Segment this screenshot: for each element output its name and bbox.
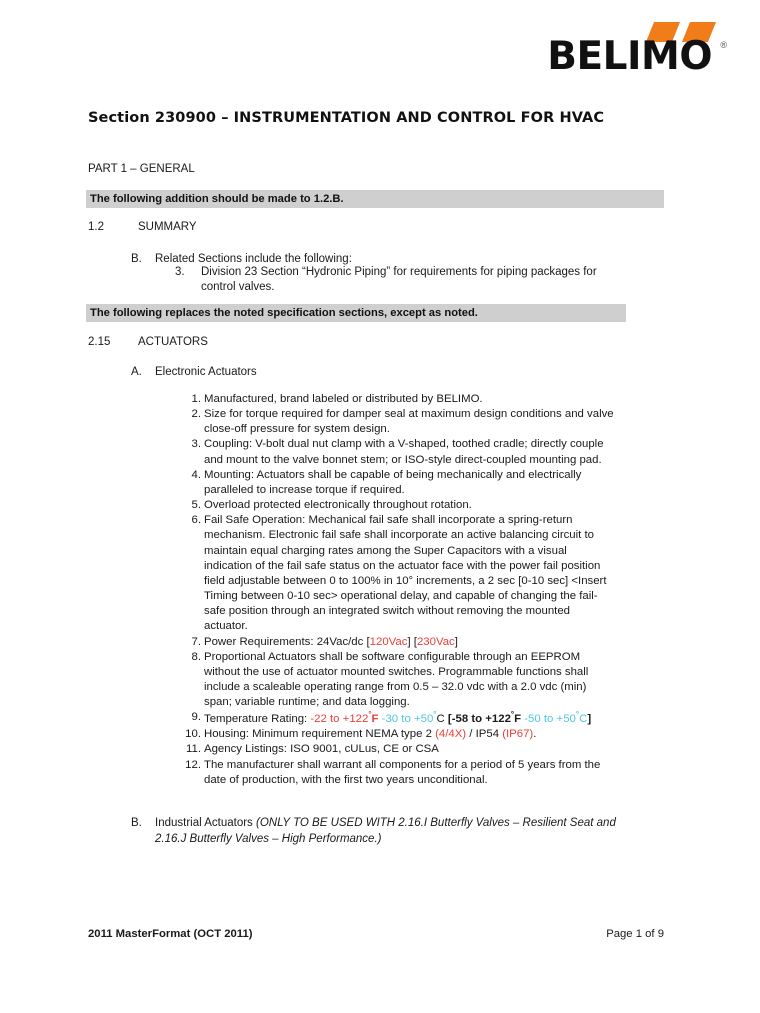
footer-left-text: 2011 MasterFormat (OCT 2011) — [88, 928, 253, 940]
list-item — [177, 468, 614, 498]
housing-prefix: Housing: Minimum requirement NEMA type 2 — [204, 728, 436, 741]
prop-actuator-text: Proportional Actuators shall be software configurable through an EEPROM without the use of actuator mounted switches. Programmable functions shall include a scaleable operating range from 0.5 – 32.0 vdc with a 2.0 vdc (min) span; variable runtime; and data logging. — [204, 650, 589, 709]
degree-symbol-icon: ° — [510, 710, 515, 720]
list-item — [177, 407, 614, 437]
belimo-logo — [522, 22, 727, 84]
list-item-text: The manufacturer shall warrant all components for a period of 5 years from the date of production, with the first two years unconditional. — [204, 758, 601, 786]
list-item-text: Coupling: V-bolt dual nut clamp with a V-shaped, toothed cradle; directly couple and mount to the valve bonnet stem; or ISO-style direct-coupled mounting pad. — [204, 438, 604, 466]
summary-subitem-3-number: 3. — [175, 266, 185, 278]
temp-bracket-close: ] — [587, 713, 592, 726]
page-title: Section 230900 – INSTRUMENTATION AND CONTROL FOR HVAC — [88, 110, 605, 126]
summary-item-b-text: Related Sections include the following: — [155, 253, 352, 265]
list-item-number: 12. — [185, 758, 201, 771]
registered-trademark-icon: ® — [720, 40, 727, 50]
actuators-item-b-letter: B. — [131, 817, 142, 829]
section-summary-title: SUMMARY — [138, 221, 197, 233]
list-item — [177, 437, 614, 467]
list-item-number: 4. — [191, 468, 201, 481]
list-item-text — [204, 727, 614, 742]
power-option-120vac: 120Vac — [369, 635, 408, 648]
temp-range-fahrenheit-alt: -58 to +122 — [451, 713, 511, 726]
housing-mid: / IP54 — [466, 728, 503, 741]
part-label: PART 1 – GENERAL — [88, 163, 195, 175]
temp-unit-f: F — [371, 713, 379, 726]
degree-symbol-icon: ° — [575, 710, 580, 720]
electronic-actuators-list — [177, 392, 614, 788]
section-actuators-heading — [88, 336, 208, 348]
list-item-text — [204, 710, 614, 727]
list-item — [177, 742, 614, 757]
degree-symbol-icon: ° — [368, 710, 372, 720]
list-item-number: 6. — [191, 514, 201, 527]
housing-suffix: . — [533, 728, 537, 741]
logo-wordmark: BELIMO — [547, 34, 712, 79]
list-item-number: 10. — [185, 728, 201, 741]
list-item-text — [204, 650, 614, 711]
list-item-number: 1. — [191, 393, 201, 405]
temp-range-celsius: -30 to +50 — [381, 713, 434, 726]
actuators-item-a — [131, 365, 651, 381]
industrial-actuators-label: Industrial Actuators — [155, 817, 256, 829]
housing-ip-option: (IP67) — [502, 728, 534, 741]
footer-page-number: Page 1 of 9 — [606, 928, 664, 940]
list-item — [177, 392, 614, 407]
list-item-text: Manufactured, brand labeled or distributed by BELIMO. — [204, 393, 483, 405]
list-item-text: Agency Listings: ISO 9001, cULus, CE or CSA — [204, 743, 439, 756]
list-item-number: 5. — [191, 499, 201, 512]
list-item-number: 11. — [186, 743, 201, 756]
housing-nema-option: (4/4X) — [435, 728, 467, 741]
degree-symbol-icon: ° — [433, 710, 437, 720]
list-item — [177, 513, 614, 634]
actuators-item-a-label: Electronic Actuators — [155, 366, 257, 378]
list-item-text: Mounting: Actuators shall be capable of being mechanically and electrically paralleled to increase torque if required. — [204, 468, 582, 496]
list-item-text: Overload protected electronically throughout rotation. — [204, 499, 472, 512]
list-item-text: Power Requirements: 24Vac/dc [120Vac] [230Vac] — [204, 635, 458, 648]
temp-unit-f-alt: F — [514, 713, 522, 726]
section-actuators-number: 2.15 — [88, 336, 111, 348]
list-item-number: 9. — [191, 711, 201, 724]
list-item — [177, 758, 614, 788]
section-summary-heading — [88, 221, 197, 233]
summary-subitem-3-text: Division 23 Section “Hydronic Piping” for requirements for piping packages for control valves. — [201, 266, 597, 294]
section-actuators-title: ACTUATORS — [138, 336, 208, 348]
list-item — [177, 498, 614, 513]
industrial-actuators-note: (ONLY TO BE USED WITH 2.16.I Butterfly Valves – Resilient Seat and 2.16.J Butterfly Valves – High Performance.) — [155, 817, 616, 845]
temp-range-fahrenheit: -22 to +122 — [310, 713, 369, 726]
list-item-number: 7. — [191, 635, 201, 648]
power-req-prefix: Power Requirements: 24Vac/dc — [204, 635, 367, 648]
list-item-number: 3. — [191, 438, 201, 451]
list-item — [177, 635, 614, 650]
note-highlight-replaces: The following replaces the noted specification sections, except as noted. — [86, 304, 626, 322]
temp-rating-prefix: Temperature Rating: — [204, 713, 311, 726]
section-summary-number: 1.2 — [88, 221, 104, 233]
temp-unit-c-alt: C — [579, 713, 588, 726]
temp-unit-c: C — [436, 713, 445, 726]
list-item-number: 2. — [191, 408, 201, 421]
note-highlight-addition: The following addition should be made to 1.2.B. — [86, 190, 664, 208]
actuators-item-a-letter: A. — [131, 366, 142, 378]
summary-item-b-letter: B. — [131, 253, 142, 265]
summary-subitem-3 — [175, 265, 615, 296]
list-item — [177, 727, 614, 742]
actuators-item-b — [131, 816, 631, 847]
list-item-number: 8. — [191, 650, 201, 663]
temp-range-celsius-alt: -50 to +50 — [524, 713, 576, 726]
list-item-text: Size for torque required for damper seal at maximum design conditions and valve close-off pressure for system design. — [204, 408, 614, 436]
power-option-230vac: 230Vac — [416, 635, 455, 648]
temp-bracket-open: [ — [447, 713, 452, 726]
list-item — [177, 650, 614, 711]
list-item — [177, 710, 614, 727]
list-item-text: Fail Safe Operation: Mechanical fail safe shall incorporate a spring-return mechanism. Electronic fail safe shall incorporate an active balancing circuit to maintain equal charging rates among the Super Capacitors with a visual indication of the fail safe status on the actuator face with the power fail position field adjustable between 0 to 100% in 10° increments, a 2 sec [0-10 sec] <Insert Timing between 0-10 sec> operational delay, and capable of changing the fail-safe position through an integrated switch without removing the mounted actuator. — [204, 514, 607, 633]
actuators-item-b-text — [131, 816, 631, 847]
